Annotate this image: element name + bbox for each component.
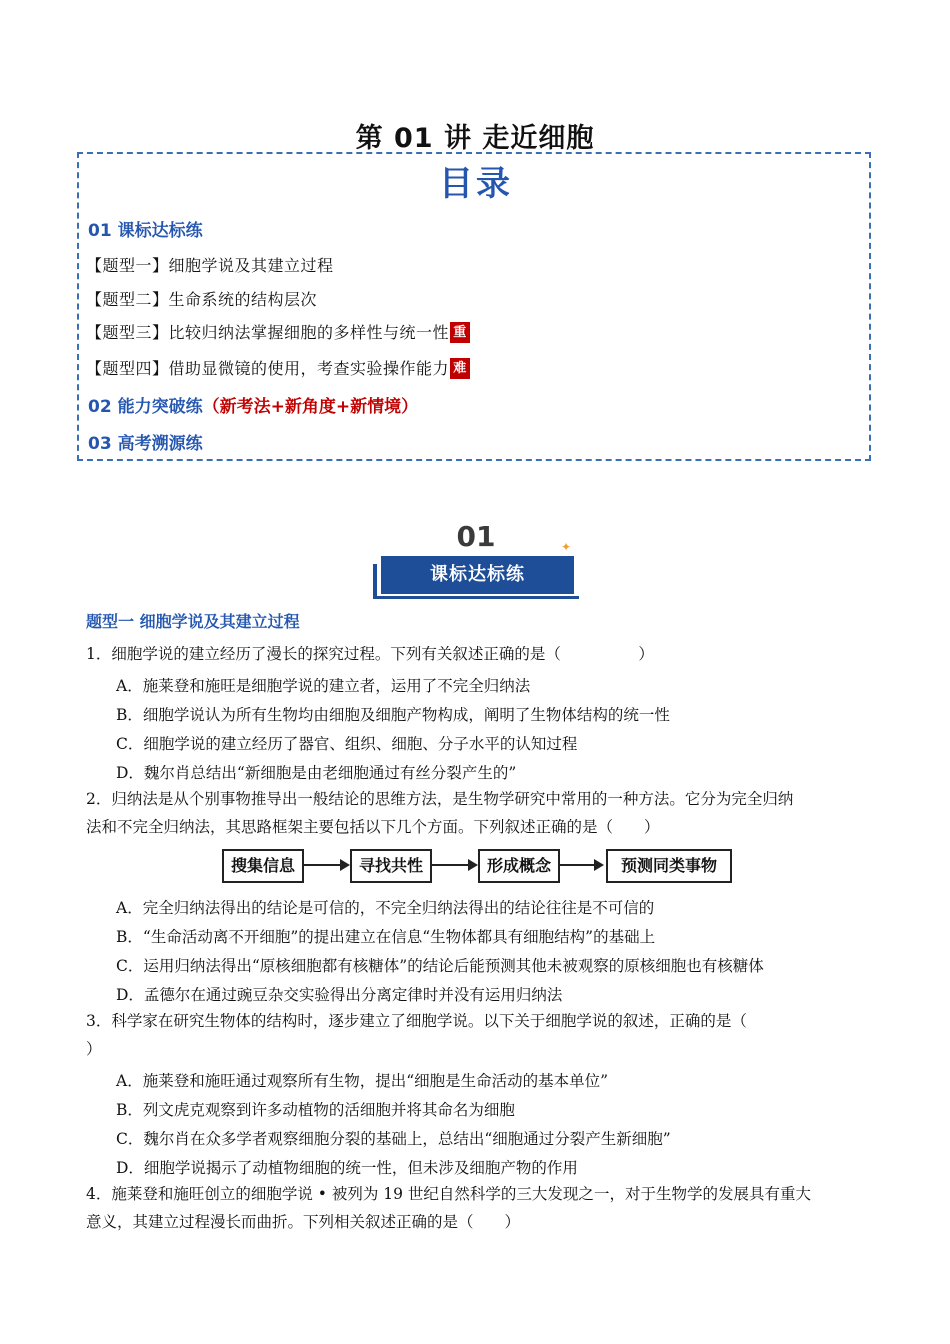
- question-type-heading: 题型一 细胞学说及其建立过程: [86, 612, 300, 631]
- toc-item-3-label: 【题型三】比较归纳法掌握细胞的多样性与统一性: [86, 323, 450, 342]
- induction-flow-diagram: [222, 849, 734, 883]
- question-2-option-b: B．“生命活动离不开细胞”的提出建立在信息“生物体都具有细胞结构”的基础上: [116, 928, 656, 946]
- page-title: 第 01 讲 走近细胞: [355, 123, 595, 154]
- question-1-stem: 1．细胞学说的建立经历了漫长的探究过程。下列有关叙述正确的是（ ）: [86, 645, 654, 663]
- question-3-option-c: C．魏尔肖在众多学者观察细胞分裂的基础上，总结出“细胞通过分裂产生新细胞”: [116, 1130, 671, 1148]
- question-3-option-b: B．列文虎克观察到许多动植物的活细胞并将其命名为细胞: [116, 1101, 515, 1119]
- question-2-option-c: C．运用归纳法得出“原核细胞都有核糖体”的结论后能预测其他未被观察的原核细胞也有核糖体: [116, 957, 764, 975]
- question-1-option-d: D．魏尔肖总结出“新细胞是由老细胞通过有丝分裂产生的”: [116, 764, 517, 782]
- toc-section-2-label: 02 能力突破练: [88, 397, 203, 417]
- question-4-stem-line-2: 意义，其建立过程漫长而曲折。下列相关叙述正确的是（ ）: [86, 1213, 521, 1231]
- question-4-stem-line-1: 4．施莱登和施旺创立的细胞学说 • 被列为 19 世纪自然科学的三大发现之一，对于生物学的发展具有重大: [86, 1185, 811, 1203]
- flow-step-2: 寻找共性: [350, 849, 432, 883]
- toc-section-3: 03 高考溯源练: [88, 434, 203, 454]
- toc-section-1: 01 课标达标练: [88, 221, 203, 241]
- difficult-point-tag: 难: [450, 358, 470, 379]
- question-3-option-d: D．细胞学说揭示了动植物细胞的统一性，但未涉及细胞产物的作用: [116, 1159, 578, 1177]
- question-3-stem-line-1: 3．科学家在研究生物体的结构时，逐步建立了细胞学说。以下关于细胞学说的叙述，正确的是（: [86, 1012, 747, 1030]
- sparkle-icon: ✦: [561, 540, 572, 554]
- question-2-option-a: A．完全归纳法得出的结论是可信的，不完全归纳法得出的结论往往是不可信的: [116, 899, 655, 917]
- arrow-head-icon: [340, 859, 350, 871]
- question-1-option-c: C．细胞学说的建立经历了器官、组织、细胞、分子水平的认知过程: [116, 735, 578, 753]
- flow-arrow-2: [432, 864, 470, 866]
- question-3-option-a: A．施莱登和施旺通过观察所有生物，提出“细胞是生命活动的基本单位”: [116, 1072, 609, 1090]
- toc-item-2: 【题型二】生命系统的结构层次: [86, 290, 318, 309]
- question-2-stem-line-1: 2．归纳法是从个别事物推导出一般结论的思维方法，是生物学研究中常用的一种方法。它分为完全归纳: [86, 790, 794, 808]
- arrow-head-icon: [468, 859, 478, 871]
- section-label: 课标达标练: [381, 556, 574, 594]
- badge-underline: [373, 596, 579, 599]
- flow-step-4: 预测同类事物: [606, 849, 732, 883]
- toc-heading: 目录: [439, 164, 513, 204]
- flow-step-1: 搜集信息: [222, 849, 304, 883]
- section-badge: [371, 520, 581, 598]
- arrow-head-icon: [594, 859, 604, 871]
- table-of-contents: [77, 152, 871, 461]
- question-2-option-d: D．孟德尔在通过豌豆杂交实验得出分离定律时并没有运用归纳法: [116, 986, 563, 1004]
- section-number: 01: [456, 520, 496, 553]
- toc-section-2: [88, 392, 418, 417]
- toc-item-4: [86, 356, 470, 379]
- flow-arrow-1: [304, 864, 342, 866]
- question-1-option-a: A．施莱登和施旺是细胞学说的建立者，运用了不完全归纳法: [116, 677, 531, 695]
- toc-item-1: 【题型一】细胞学说及其建立过程: [86, 256, 334, 275]
- question-1-option-b: B．细胞学说认为所有生物均由细胞及细胞产物构成，阐明了生物体结构的统一性: [116, 706, 670, 724]
- toc-section-2-note: （新考法+新角度+新情境）: [202, 397, 419, 417]
- badge-decoration: [373, 564, 377, 596]
- flow-step-3: 形成概念: [478, 849, 560, 883]
- flow-arrow-3: [560, 864, 596, 866]
- toc-item-4-label: 【题型四】借助显微镜的使用，考查实验操作能力: [86, 359, 450, 378]
- key-point-tag: 重: [450, 322, 470, 343]
- question-3-stem-line-2: ）: [86, 1040, 102, 1058]
- toc-item-3: [86, 320, 470, 343]
- question-2-stem-line-2: 法和不完全归纳法，其思路框架主要包括以下几个方面。下列叙述正确的是（ ）: [86, 818, 660, 836]
